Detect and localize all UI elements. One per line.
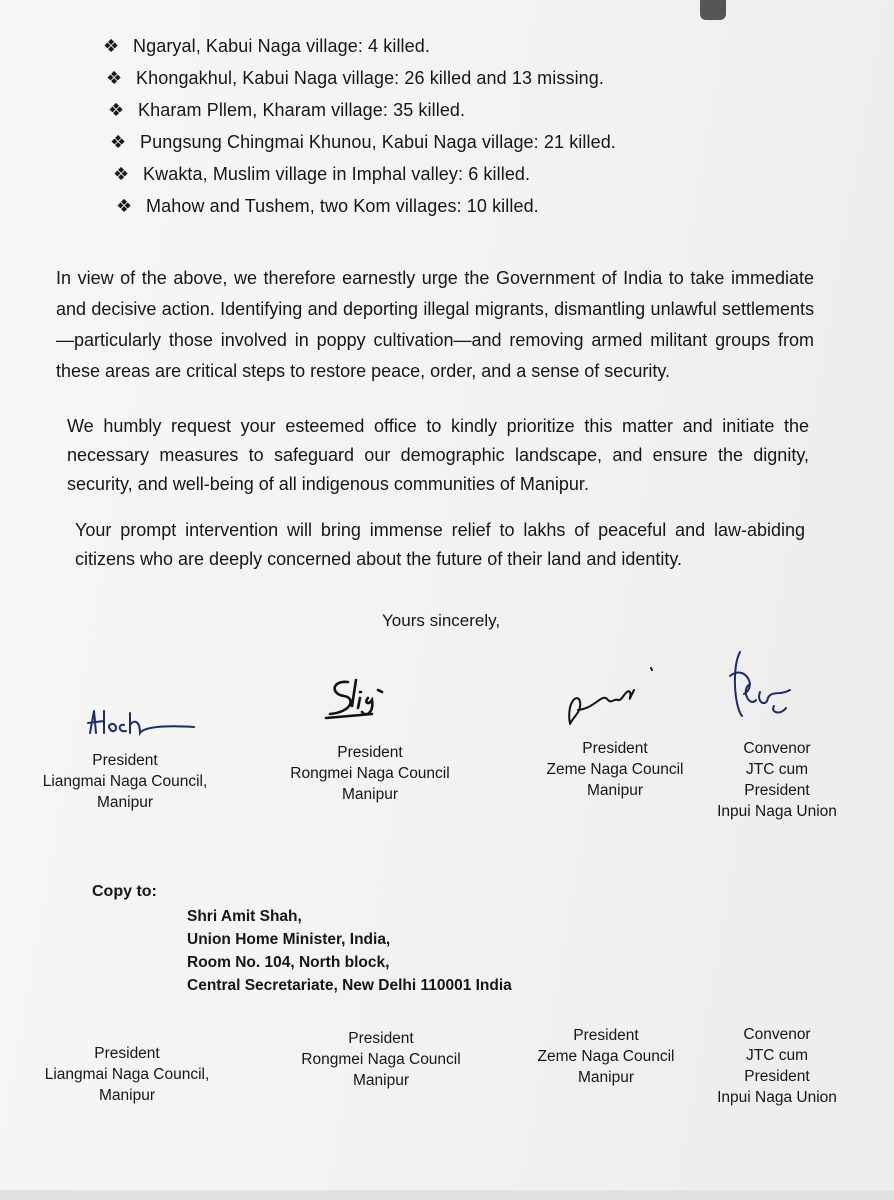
signatory-org: Zeme Naga Council (546, 761, 684, 778)
signatory-title: President (94, 1045, 160, 1062)
copy-signatory-liangmai (22, 1043, 232, 1106)
signatory-org: Liangmai Naga Council, (44, 1066, 210, 1083)
signatory-role: President (744, 1068, 810, 1085)
signatory-title: Convenor (743, 740, 811, 757)
address-line: Central Secretariate, New Delhi 110001 India (187, 977, 512, 994)
diamond-bullet-icon: ❖ (113, 164, 130, 184)
signatory-org: JTC cum (746, 761, 808, 778)
signature-inpui (720, 646, 810, 726)
closing-salutation: Yours sincerely, (382, 611, 501, 630)
signatory-place: Manipur (342, 786, 398, 803)
list-item-text: Khongakhul, Kabui Naga village: 26 killed and 13 missing. (136, 68, 604, 88)
signatory-title: President (337, 744, 403, 761)
list-item-text: Mahow and Tushem, two Kom villages: 10 killed. (146, 196, 539, 216)
signatory-place: Manipur (97, 794, 153, 811)
signatory-place: Manipur (353, 1072, 409, 1089)
signatory-role: President (744, 782, 810, 799)
diamond-bullet-icon: ❖ (108, 100, 125, 120)
address-line: Shri Amit Shah, (187, 908, 302, 925)
signatory-rongmei (270, 742, 470, 805)
paragraph-intervention: Your prompt intervention will bring immense relief to lakhs of peaceful and law-abiding citizens who are deeply concerned about the future of their land and identity. (75, 520, 805, 569)
signatory-union: Inpui Naga Union (717, 803, 837, 820)
signatory-org: Liangmai Naga Council, (42, 773, 208, 790)
signature-rongmei (322, 672, 412, 722)
copy-signatory-zeme (506, 1025, 706, 1088)
diamond-bullet-icon: ❖ (106, 68, 123, 88)
signatory-zeme (515, 738, 715, 801)
list-item-text: Kharam Pllem, Kharam village: 35 killed. (138, 100, 466, 120)
signatory-title: President (348, 1030, 414, 1047)
signatory-title: President (573, 1027, 639, 1044)
address-line: Union Home Minister, India, (187, 931, 391, 948)
list-item (116, 196, 539, 217)
copy-to-label: Copy to: (92, 883, 157, 900)
diamond-bullet-icon: ❖ (110, 132, 127, 152)
page-corner-mark (700, 0, 726, 20)
signatory-place: Manipur (587, 782, 643, 799)
signatory-place: Manipur (578, 1069, 634, 1086)
address-line: Room No. 104, North block, (187, 954, 390, 971)
list-item (103, 36, 430, 57)
list-item-text: Pungsung Chingmai Khunou, Kabui Naga village: 21 killed. (140, 132, 616, 152)
signatory-title: President (582, 740, 648, 757)
list-item-text: Ngaryal, Kabui Naga village: 4 killed. (133, 36, 430, 56)
paragraph-request: We humbly request your esteemed office to kindly prioritize this matter and initiate the necessary measures to safeguard our demographic landscape, and ensure the dignity, security, and well-being of all indigenous communities of Manipur. (67, 416, 809, 494)
copy-signatory-inpui (686, 1024, 868, 1108)
copy-to-address (187, 905, 512, 997)
signatory-inpui (686, 738, 868, 822)
signatory-liangmai (20, 750, 230, 813)
signatory-title: Convenor (743, 1026, 811, 1043)
list-item (110, 132, 616, 153)
paragraph-urge-action: In view of the above, we therefore earnestly urge the Government of India to take immediate and decisive action. Identifying and deporting illegal migrants, dismantling unlawful settlements—particularly those involved in poppy cultivation—and removing armed militant groups from these areas are critical steps to restore peace, order, and a sense of security. (56, 268, 814, 381)
list-item (106, 68, 604, 89)
signatory-title: President (92, 752, 158, 769)
signatory-org: Rongmei Naga Council (301, 1051, 461, 1068)
list-item (113, 164, 530, 185)
signatory-union: Inpui Naga Union (717, 1089, 837, 1106)
list-item (108, 100, 465, 121)
signature-liangmai (84, 703, 204, 743)
page-bottom-edge (0, 1190, 894, 1200)
signatory-org: JTC cum (746, 1047, 808, 1064)
signatory-org: Rongmei Naga Council (290, 765, 450, 782)
signatory-org: Zeme Naga Council (537, 1048, 675, 1065)
signatory-place: Manipur (99, 1087, 155, 1104)
list-item-text: Kwakta, Muslim village in Imphal valley: 6 killed. (143, 164, 531, 184)
copy-signatory-rongmei (281, 1028, 481, 1091)
diamond-bullet-icon: ❖ (116, 196, 133, 216)
diamond-bullet-icon: ❖ (103, 36, 120, 56)
signature-zeme (556, 662, 666, 732)
